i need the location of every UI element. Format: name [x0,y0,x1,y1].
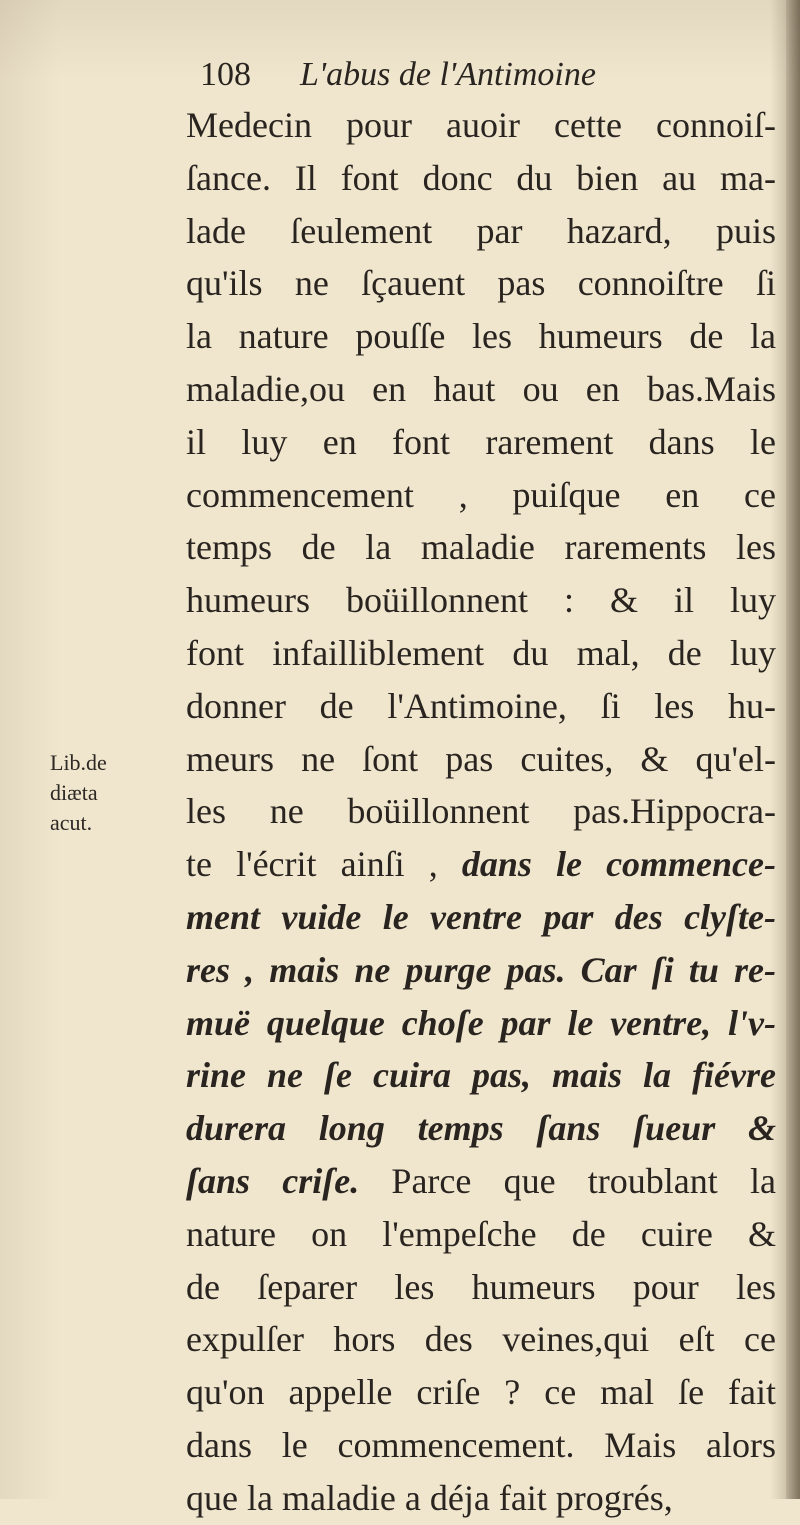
text-line [186,1261,776,1314]
text-segment: dans le commencement. Mais alors [186,1424,776,1465]
margin-note-line: Lib.de [50,750,107,775]
running-header [200,52,760,98]
text-segment: lade ſeulement par hazard, puis [186,210,776,251]
text-line [186,521,776,574]
text-segment: commencement , puiſque en ce [186,474,776,515]
text-line [186,416,776,469]
text-line [186,733,776,786]
text-line [186,1472,776,1525]
text-line [186,1208,776,1261]
text-line [186,1102,776,1155]
text-segment: temps de la maladie rarements les [186,527,776,568]
text-segment: la nature pouſſe les humeurs de la [186,316,776,357]
text-line [186,785,776,838]
text-line [186,205,776,258]
text-line [186,997,776,1050]
text-line [186,838,776,891]
text-line [186,1366,776,1419]
italic-quote-text: rine ne ſe cuira pas, mais la fiévre [186,1055,776,1096]
italic-quote-text: ment vuide le ventre par des clyſte- [186,896,776,937]
text-line [186,1313,776,1366]
text-segment: de ſeparer les humeurs pour les [186,1266,776,1307]
text-segment: te l'écrit ainſi , [186,844,462,885]
text-segment: nature on l'empeſche de cuire & [186,1213,776,1254]
text-line [186,152,776,205]
text-line [186,363,776,416]
page-edge-shadow [786,0,800,1499]
margin-note-line: diæta [50,780,98,805]
text-segment: que la maladie a déja fait progrés, [186,1477,673,1518]
text-segment: meurs ne ſont pas cuites, & qu'el- [186,738,776,779]
text-segment: qu'ils ne ſçauent pas connoiſtre ſi [186,263,776,304]
text-segment: Parce que troublant la [359,1160,776,1201]
text-segment: les ne boüillonnent pas.Hippocra- [186,791,776,832]
text-line [186,99,776,152]
text-segment: qu'on appelle criſe ? ce mal ſe fait [186,1372,776,1413]
text-line [186,891,776,944]
body-text [186,99,776,1525]
text-segment: expulſer hors des veines,qui eſt ce [186,1319,776,1360]
text-line [186,257,776,310]
text-line [186,627,776,680]
text-segment: maladie,ou en haut ou en bas.Mais [186,368,776,409]
running-title: L'abus de l'Antimoine [300,56,596,93]
text-line [186,469,776,522]
page-number: 108 [200,56,251,93]
text-segment: ſance. Il font donc du bien au ma- [186,157,776,198]
italic-quote-text: res , mais ne purge pas. Car ſi tu re- [186,949,776,990]
text-line [186,680,776,733]
margin-note [50,748,160,838]
margin-note-line: acut. [50,810,93,835]
text-line [186,1049,776,1102]
text-segment: donner de l'Antimoine, ſi les hu- [186,685,776,726]
text-line [186,944,776,997]
text-line [186,1155,776,1208]
text-segment: font infailliblement du mal, de luy [186,632,776,673]
text-segment: il luy en font rarement dans le [186,421,776,462]
text-segment: humeurs boüillonnent : & il luy [186,580,776,621]
text-line [186,1419,776,1472]
text-line [186,310,776,363]
italic-quote-text: ſans criſe. [186,1160,360,1201]
text-segment: Medecin pour auoir cette connoiſ- [186,105,776,145]
italic-quote-text: durera long temps ſans ſueur & [186,1108,776,1149]
italic-quote-text: muë quelque choſe par le ventre, l'v- [186,1002,776,1043]
italic-quote-text: dans le commence- [461,844,776,885]
text-line [186,574,776,627]
